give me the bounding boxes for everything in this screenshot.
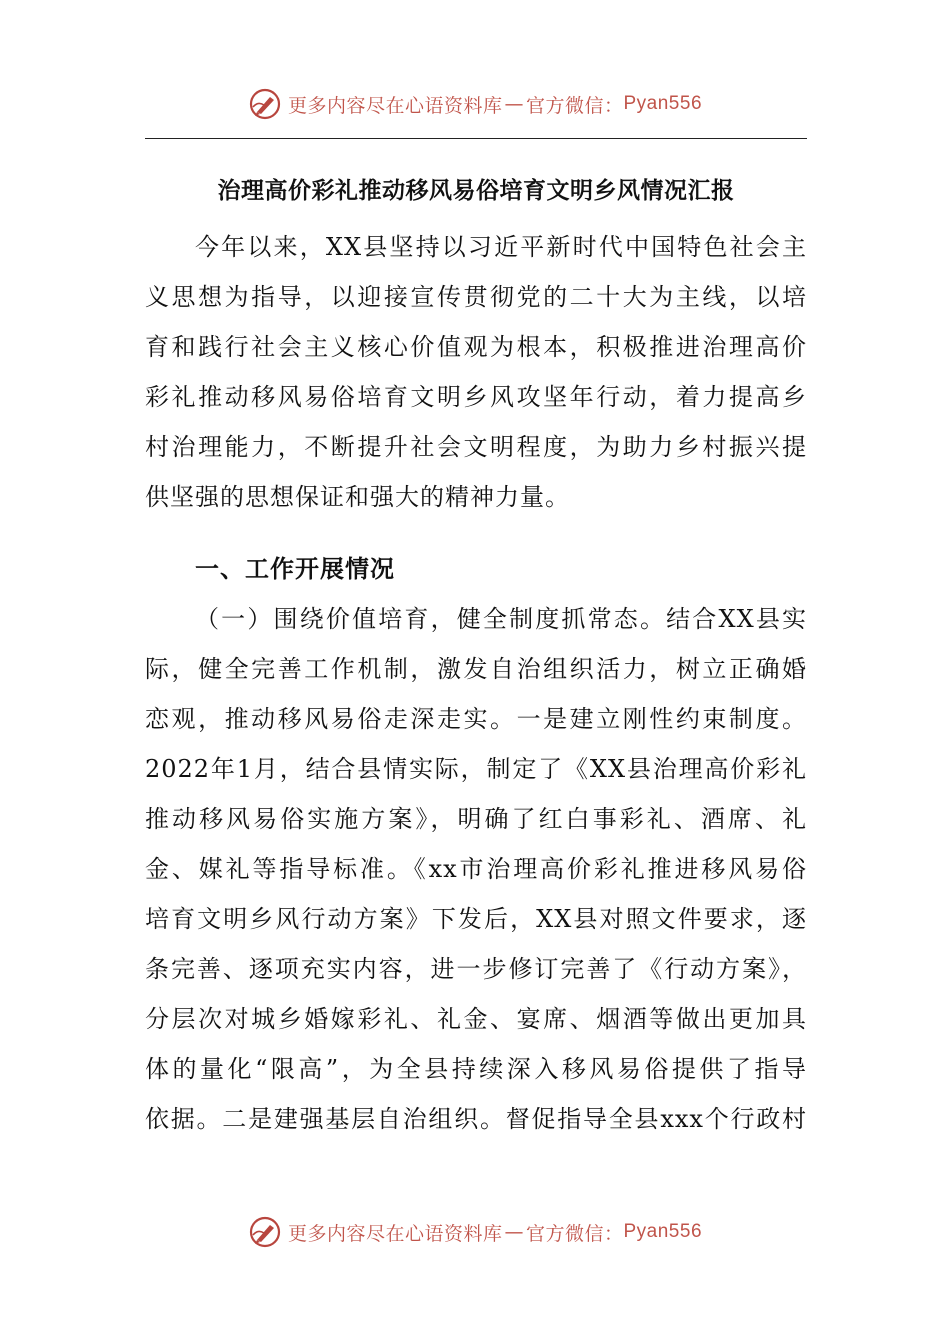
intro-line: 育和践行社会主义核心价值观为根本，积极推进治理高价 xyxy=(145,333,807,361)
pen-logo-icon xyxy=(248,87,282,121)
banner-wechat-id: Pyan556 xyxy=(623,1221,703,1242)
footer-banner xyxy=(0,1212,950,1252)
section-line: 恋观，推动移风易俗走深走实。一是建立刚性约束制度。 xyxy=(145,705,807,733)
section-line: 培育文明乡风行动方案》下发后，XX县对照文件要求，逐 xyxy=(145,905,807,933)
intro-paragraph xyxy=(145,222,807,522)
banner-wechat-label: 官方微信： xyxy=(525,1222,624,1245)
intro-line: 彩礼推动移风易俗培育文明乡风攻坚年行动，着力提高乡 xyxy=(145,383,807,411)
section-line: 体的量化“限高”，为全县持续深入移风易俗提供了指导 xyxy=(145,1055,807,1083)
section-line: 金、媒礼等指导标准。《xx市治理高价彩礼推进移风易俗 xyxy=(145,855,807,883)
banner-wechat-id: Pyan556 xyxy=(623,93,703,114)
section-line: 依据。二是建强基层自治组织。督促指导全县xxx个行政村 xyxy=(145,1105,807,1133)
section-heading: 一、工作开展情况 xyxy=(195,555,395,583)
banner-brand-text: 更多内容尽在心语资料库 xyxy=(287,94,503,117)
section-line: （一）围绕价值培育，健全制度抓常态。结合XX县实 xyxy=(195,605,807,633)
section-line: 推动移风易俗实施方案》，明确了红白事彩礼、酒席、礼 xyxy=(145,805,807,833)
document-title: 治理高价彩礼推动移风易俗培育文明乡风情况汇报 xyxy=(217,177,735,204)
header-divider xyxy=(145,138,807,139)
section-line: 条完善、逐项充实内容，进一步修订完善了《行动方案》， xyxy=(145,955,807,983)
section-paragraph xyxy=(145,594,807,1144)
banner-separator: — xyxy=(504,1221,524,1243)
section-line: 际，健全完善工作机制，激发自治组织活力，树立正确婚 xyxy=(145,655,807,683)
banner-wechat-label: 官方微信： xyxy=(525,94,624,117)
banner-separator: — xyxy=(504,93,524,115)
intro-line: 义思想为指导，以迎接宣传贯彻党的二十大为主线，以培 xyxy=(145,283,807,311)
intro-line: 今年以来，XX县坚持以习近平新时代中国特色社会主 xyxy=(195,233,807,261)
banner-brand-text: 更多内容尽在心语资料库 xyxy=(287,1222,503,1245)
intro-line: 村治理能力，不断提升社会文明程度，为助力乡村振兴提 xyxy=(145,433,807,461)
intro-line: 供坚强的思想保证和强大的精神力量。 xyxy=(145,483,570,511)
section-line: 2022年1月，结合县情实际，制定了《XX县治理高价彩礼 xyxy=(145,755,807,783)
header-banner xyxy=(0,84,950,124)
section-heading-block xyxy=(145,544,807,594)
section-line: 分层次对城乡婚嫁彩礼、礼金、宴席、烟酒等做出更加具 xyxy=(145,1005,807,1033)
pen-logo-icon xyxy=(248,1215,282,1249)
